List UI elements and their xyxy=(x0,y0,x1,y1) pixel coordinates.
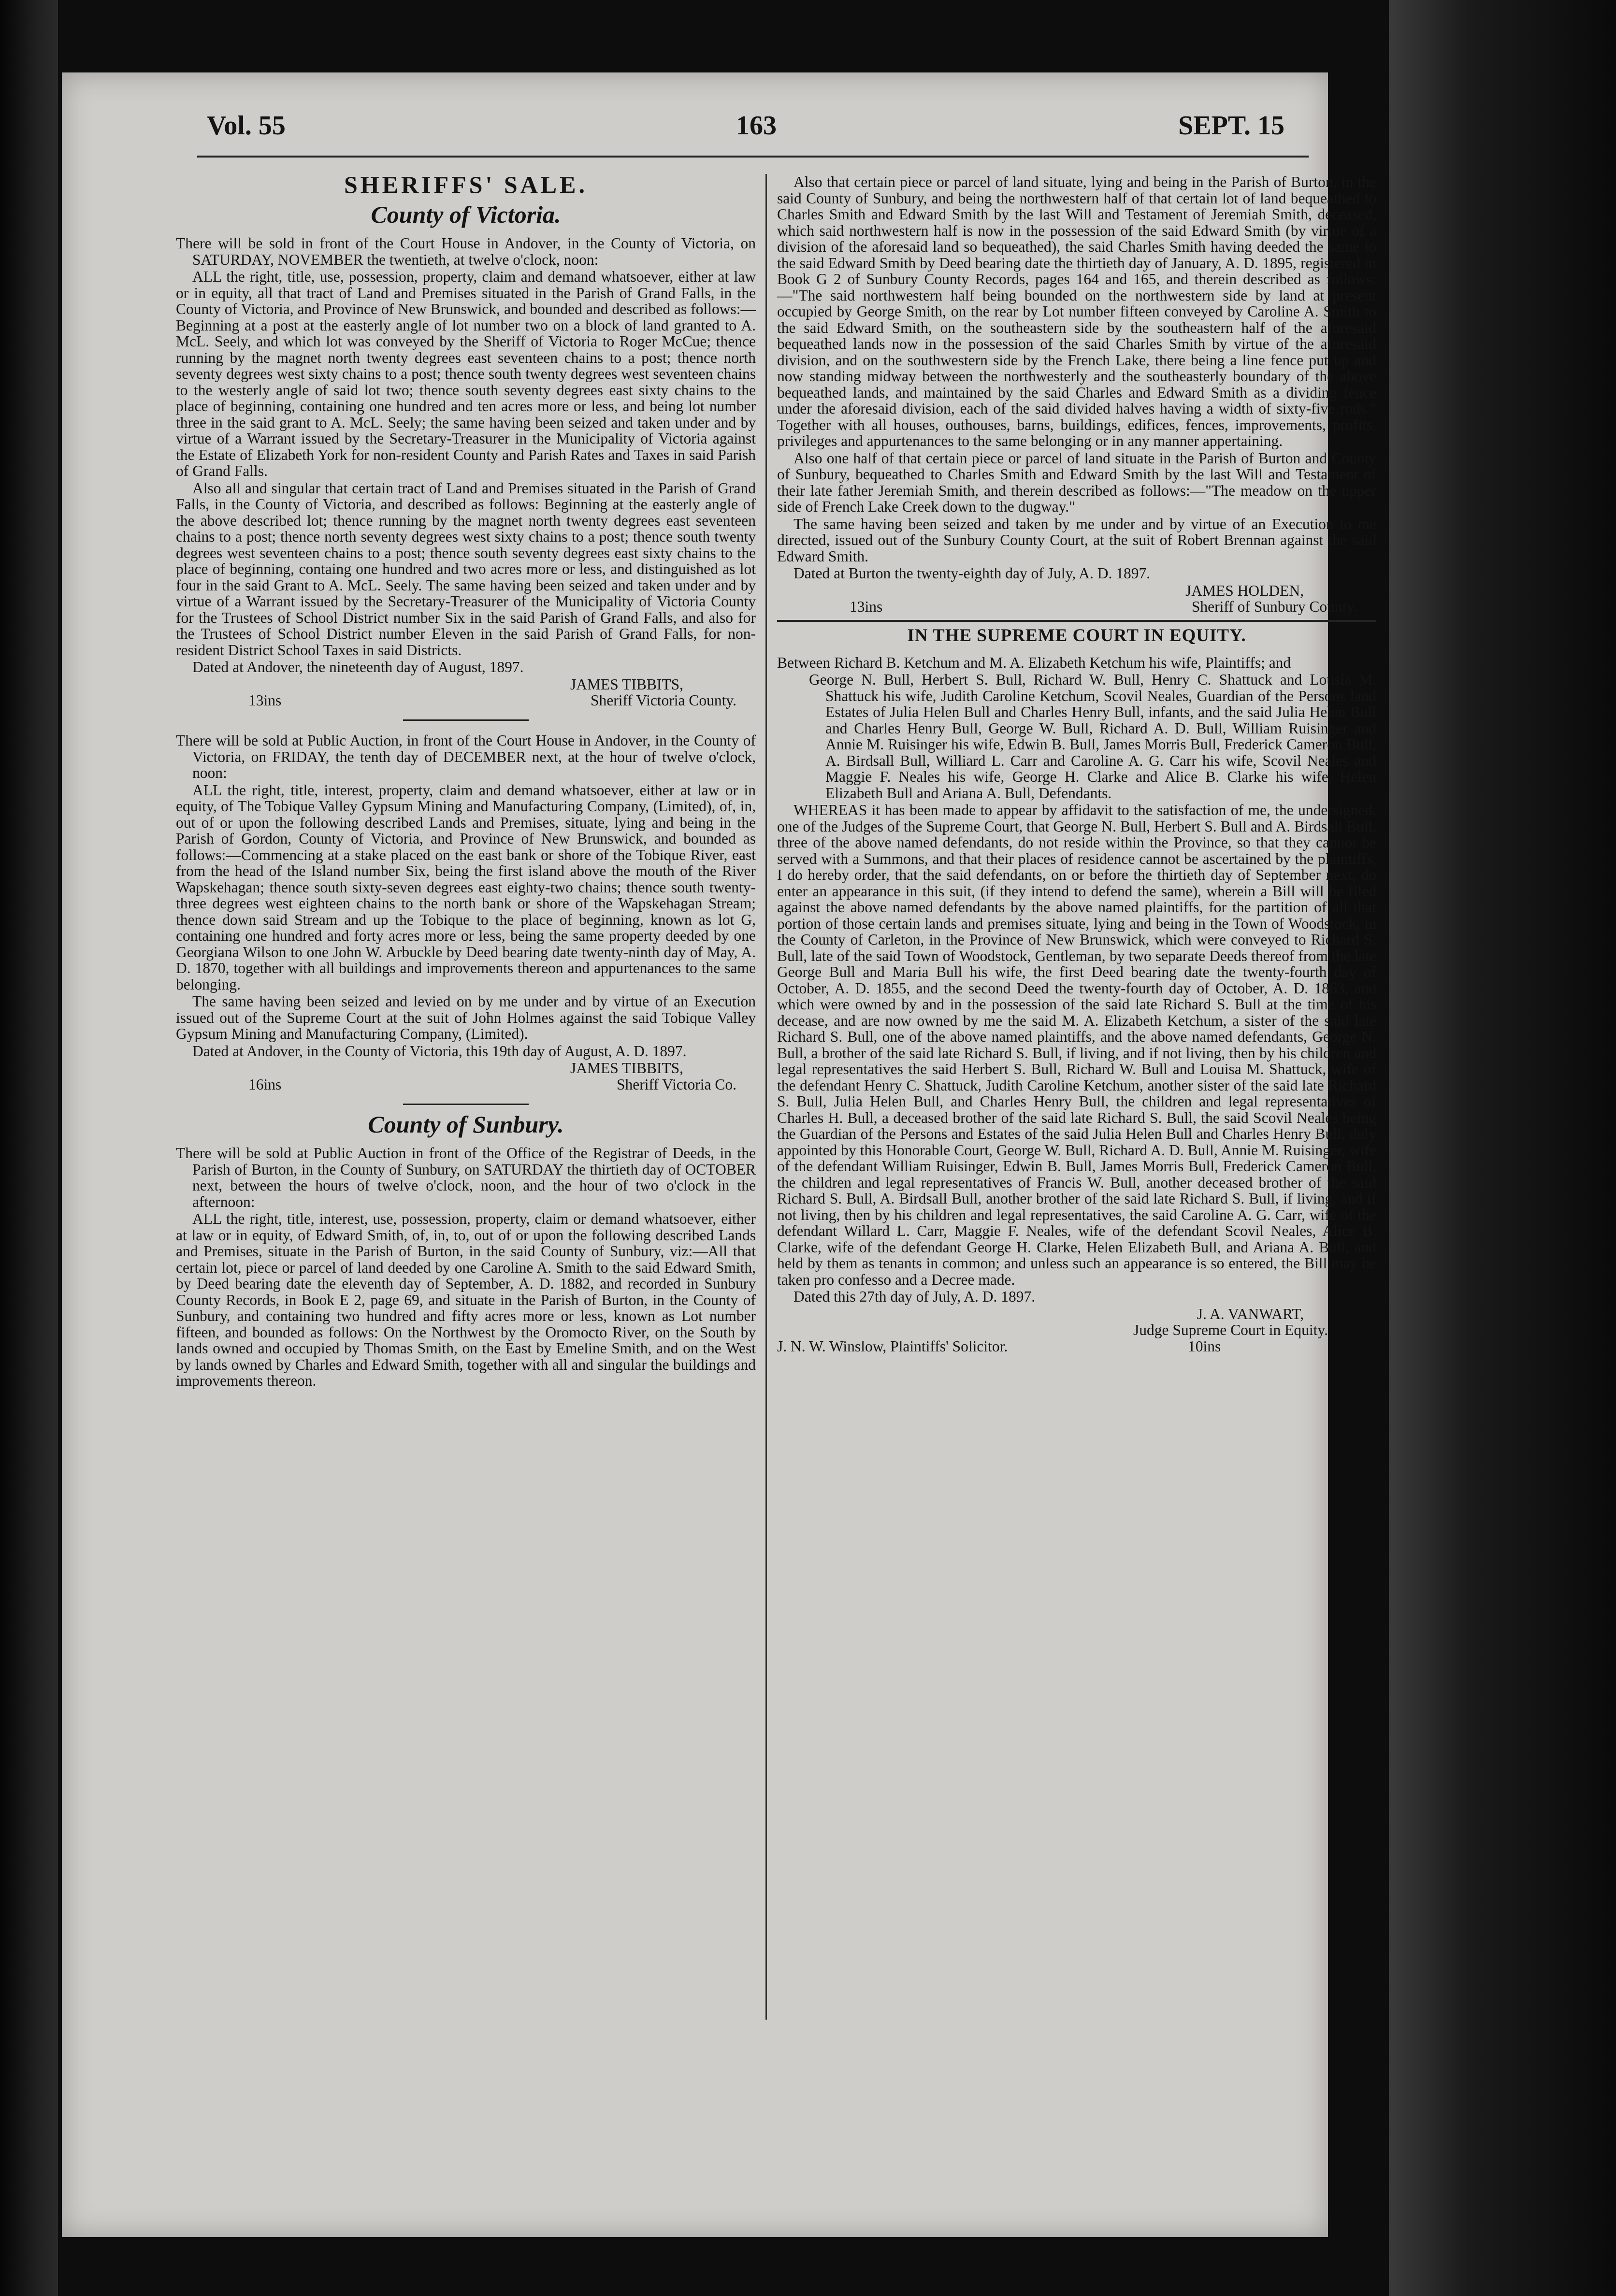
sunbury-notice-body3: Also one half of that certain piece or parcel of land situate in the Parish of Burton and County of Sunbury, bequeathed to Charles Smith and Edward Smith by the last Will and Testament of their late father Jeremiah Smith, and therein described as follows:—"The meadow on the upper side of French Lake Creek down to the dugway." xyxy=(777,449,1376,515)
sunbury-notice-body2: Also that certain piece or parcel of land situate, lying and being in the Parish of Burton, in the said County of Sunbury, and being the northwestern half of that certain lot of land bequeathed to Charles Smith and Edward Smith by the last Will and Testament of Jeremiah Smith, deceased, which said northwestern half is now in the possession of the said Edward Smith (by virtue of a division of the aforesaid land so bequeathed), the said Charles Smith having deeded the same to the said Edward Smith by Deed bearing date the thirtieth day of January, A. D. 1895, registered in Book G 2 of Sunbury County Records, pages 164 and 165, and therein described as follows:—"The said northwestern half being bounded on the northwestern side by land at present occupied by George Smith, on the rear by Lot number fifteen conveyed by Caroline A. Smith to the said Edward Smith, on the southeastern side by the southeastern half of the aforesaid bequeathed lands now in the possession of the said Charles Smith by virtue of the aforesaid division, and on the southwestern side by the French Lake, there being a line fence put up and now standing midway between the northwesterly and the southeasterly boundary of the above bequeathed lands, and maintained by the said Charles and Edward Smith as a dividing fence under the aforesaid division, each of the said divided halves having a width of sixty-five rods." Together with all houses, outhouses, barns, buildings, edifices, fences, improvements, profits, privileges and appurtenances to the same belonging or in any manner appertaining. xyxy=(777,173,1376,449)
equity-whereas: WHEREAS it has been made to appear by affidavit to the satisfaction of me, the undersigned, one of the Judges of the Supreme Court, that George N. Bull, Herbert S. Bull and A. Birdsall Bull, three of the above named defendants, do not reside within the Province, so that they cannot be served with a Summons, and that their places of residence cannot be ascertained by the plaintiffs, I do hereby order, that the said defendants, on or before the thirtieth day of September next, do enter an appearance in this suit, (if they intend to defend the same), wherein a Bill will be filed against the above named defendants by the above named plaintiffs, for the partition of all that portion of those certain lands and premises situate, lying and being in the Town of Woodstock, in the County of Carleton, in the Province of New Brunswick, which were conveyed to Richard S. Bull, late of the said Town of Woodstock, Gentleman, by two separate Deeds thereof from the late George Bull and Maria Bull his wife, the first Deed bearing date the twenty-fourth day of October, A. D. 1855, and the second Deed the twenty-fourth day of October, A. D. 1863, and which were owned by and in the possession of the said late Richard S. Bull at the time of his decease, and are now owned by me the said M. A. Elizabeth Ketchum, a sister of the said late Richard S. Bull, one of the above named plaintiffs, and the above named defendants, George N. Bull, a brother of the said late Richard S. Bull, if living, and if not living, then by his children and legal representatives the said Herbert S. Bull, Richard W. Bull and Louisa M. Shattuck, wife of the defendant Henry C. Shattuck, Judith Caroline Ketchum, another sister of the said late Richard S. Bull, Julia Helen Bull, and Charles Henry Bull, the children and legal representatives of Charles H. Bull, a deceased brother of the said late Richard S. Bull, the said Scovil Neales being the Guardian of the Persons and Estates of the said Julia Helen Bull and Charles Henry Bull, duly appointed by this Honorable Court, George W. Bull, Richard A. D. Bull, Annie M. Ruisinger, wife of the defendant William Ruisinger, Edwin B. Bull, James Morris Bull, Frederick Cameron Bull, the children and legal representatives of Francis W. Bull, another deceased brother of the said Richard S. Bull, A. Birdsall Bull, another brother of the said late Richard S. Bull, if living, and if not living, then by his children and legal representatives, the said Caroline A. G. Carr, wife of the defendant Willard L. Carr, Maggie F. Neales, wife of the defendant Scovil Neales, Alice B. Clarke, wife of the defendant George H. Clarke, Helen Elizabeth Bull, and Ariana A. Bull, and held by them as tenants in common; and unless such an appearance is so entered, the Bill may be taken pro confesso and a Decree made. xyxy=(777,802,1376,1288)
county-victoria-heading: County of Victoria. xyxy=(371,201,561,228)
victoria-notice2-signature: JAMES TIBBITS, xyxy=(570,1060,683,1076)
insertion-count: 16ins xyxy=(248,1076,282,1093)
victoria-notice2-dated: Dated at Andover, in the County of Victoria, this 19th day of August, A. D. 1897. xyxy=(192,1042,687,1060)
sunbury-notice-dated: Dated at Burton the twenty-eighth day of July, A. D. 1897. xyxy=(794,565,1151,582)
sunbury-notice-intro: There will be sold at Public Auction in front of the Office of the Registrar of Deeds, in the Parish of Burton, in the County of Sunbury, on SATURDAY the thirtieth day of OCTOBER next, between the hours of twelve o'clock, noon, and the hour of two o'clock in the afternoon: xyxy=(176,1145,756,1210)
issue-date: SEPT. 15 xyxy=(1178,111,1284,141)
sunbury-notice-body4: The same having been seized and taken by me under and by virtue of an Execution to me directed, issued out of the Sunbury County Court, at the suit of Robert Brennan against the said Edward Smith. xyxy=(777,515,1376,565)
county-sunbury-heading: County of Sunbury. xyxy=(368,1110,564,1138)
victoria-notice1-signature: JAMES TIBBITS, xyxy=(570,675,683,693)
insertion-count: 13ins xyxy=(850,598,883,615)
notice-separator xyxy=(403,719,529,721)
equity-judge-signature: J. A. VANWART, xyxy=(1197,1305,1304,1322)
newspaper-page xyxy=(62,72,1376,2237)
sheriff-title: Sheriff of Sunbury County. xyxy=(1191,598,1357,615)
equity-dated: Dated this 27th day of July, A. D. 1897. xyxy=(794,1288,1036,1305)
equity-plaintiffs: Between Richard B. Ketchum and M. A. Elizabeth Ketchum his wife, Plaintiffs; and xyxy=(777,654,1291,671)
victoria-notice1-intro: There will be sold in front of the Court House in Andover, in the County of Victoria, on SATURDAY, NOVEMBER the twentieth, at twelve o'clock, noon: xyxy=(176,235,756,268)
victoria-notice1-signature-line xyxy=(176,692,756,709)
plaintiffs-solicitor: J. N. W. Winslow, Plaintiffs' Solicitor. xyxy=(777,1337,1008,1355)
victoria-notice1-body1: ALL the right, title, use, possession, property, claim and demand whatsoever, either at law or in equity, all that tract of Land and Premises situated in the Parish of Grand Falls, in the County of Victoria, and Province of New Brunswick, and bounded and described as follows:—Beginning at a post at the easterly angle of lot number two on a block of land granted to A. McL. Seely, and which lot was conveyed by the Sheriff of Victoria to Roger McCue; thence running by the magnet north twenty degrees east seventeen chains to a post; thence north seventy degrees west sixty chains to a post; thence south twenty degrees west seventeen chains to the westerly angle of said lot two; thence south seventy degrees east sixty chains to the place of beginning, containing one hundred and ten acres more or less, and being lot number three in the said grant to A. McL. Seely; the same having been seized and taken under and by virtue of a Warrant issued by the Secretary-Treasurer in the Municipality of Victoria against the Estate of Elizabeth York for non-resident County and Parish Rates and Taxes in said Parish of Grand Falls. xyxy=(176,268,756,479)
insertion-count: 13ins xyxy=(248,692,282,709)
right-column xyxy=(777,174,1376,1355)
equity-solicitor-line xyxy=(777,1338,1376,1355)
victoria-notice2-body1: ALL the right, title, interest, property, claim and demand whatsoever, either at law or in equity, of The Tobique Valley Gypsum Mining and Manufacturing Company, (Limited), of, in, out of or upon the following described Lands and Premises, situate, lying and being in the Parish of Gordon, County of Victoria, and Province of New Brunswick, and bounded as follows:—Commencing at a stake placed on the east bank or shore of the Tobique River, east from the head of the Island number Six, being the first island above the mouth of the River Wapskehagan; thence south sixty-seven degrees east eighty-two chains; thence south twenty-three degrees west eighteen chains to the north bank or shore of the Wapskehagan Stream; thence down said Stream and up the Tobique to the place of beginning, known as lot G, containing one hundred and forty acres more or less, being the same property deeded by one Georgiana Wilson to one John W. Arbuckle by Deed bearing date twenty-ninth day of May, A. D. 1870, together with all buildings and improvements thereon and appurtenances to the same belonging. xyxy=(176,781,756,993)
notice-separator xyxy=(403,1104,529,1105)
header-rule xyxy=(197,156,1309,158)
sheriffs-sale-title: SHERIFFS' SALE. xyxy=(344,171,588,198)
sunbury-notice-signature-line xyxy=(777,599,1376,615)
insertion-count: 10ins xyxy=(1188,1337,1221,1355)
victoria-notice2-signature-line xyxy=(176,1076,756,1093)
sheriff-title: Sheriff Victoria Co. xyxy=(616,1076,736,1093)
equity-judge-title: Judge Supreme Court in Equity. xyxy=(1133,1321,1328,1338)
page-header xyxy=(207,110,1313,149)
left-column xyxy=(176,171,756,1390)
equity-defendants: George N. Bull, Herbert S. Bull, Richard W. Bull, Henry C. Shattuck and Lousia M. Shattuck his wife, Judith Caroline Ketchum, Scovil Neales, Guardian of the Persons land Estates of Julia Helen Bull and Charles Henry Bull, infants, and the said Julia Helen Bull and Charles Henry Bull, George W. Bull, Richard A. D. Bull, William Ruisinger and Annie M. Ruisinger his wife, Edwin B. Bull, James Morris Bull, Frederick Cameron Bull, A. Birdsall Bull, Williard L. Carr and Caroline A. G. Carr his wife, Scovil Neales and Maggie F. Neales his wife, George H. Clarke and Alice B. Clarke his wife, Helen Elizabeth Bull and Ariana A. Bull, Defendants. xyxy=(809,671,1376,802)
sheriff-title: Sheriff Victoria County. xyxy=(591,692,736,709)
sunbury-notice-signature: JAMES HOLDEN, xyxy=(1185,582,1304,599)
victoria-notice1-dated: Dated at Andover, the nineteenth day of August, 1897. xyxy=(192,659,524,675)
victoria-notice1-body2: Also all and singular that certain tract of Land and Premises situated in the Parish of Grand Falls, in the County of Victoria, and described as follows: Beginning at the easterly angle of the above described lot; thence running by the magnet north twenty degrees east seventeen chains to a post; thence north seventy degrees west sixty chains to a post; thence south twenty degrees west seventeen chains to a post; thence south seventy degrees east sixty chains to the place of beginning, containg one hundred and two acres more or less, and distinguished as lot four in the said Grant to A. McL. Seely. The same having been seized and taken under and by virtue of a Warrant issued by the Secretary-Treasurer of the Municipality of Victoria County for the Trustees of School District number Six in the said Parish of Grand Falls, and also for the Trustees of School District number Eleven in the said Parish of Grand Falls, for non-resident District School Taxes in said Districts. xyxy=(176,479,756,659)
victoria-notice2-intro: There will be sold at Public Auction, in front of the Court House in Andover, in the County of Victoria, on FRIDAY, the tenth day of DECEMBER next, at the hour of twelve o'clock, noon: xyxy=(176,732,756,781)
sunbury-notice-body1: ALL the right, title, interest, use, possession, property, claim or demand whatsoever, either at law or in equity, of Edward Smith, of, in, to, out of or upon the following described Lands and Premises, situate in the Parish of Burton, in the said County of Sunbury, viz:—All that certain lot, piece or parcel of land deeded by one Caroline A. Smith to the said Edward Smith, by Deed bearing date the eleventh day of September, A. D. 1882, and recorded in Sunbury County Records, in Book E 2, page 69, and situate in the Parish of Burton, in the County of Sunbury, and containing two hundred and fifty acres more or less, known as Lot number fifteen, and bounded as follows: On the Northwest by the Oromocto River, on the South by lands owned and occupied by Thomas Smith, on the East by Emeline Smith, and on the West by lands owned by Charles and Edward Smith, together with all and singular the buildings and improvements thereon. xyxy=(176,1210,756,1389)
column-divider xyxy=(765,174,767,2020)
victoria-notice2-body2: The same having been seized and levied on by me under and by virtue of an Execution issued out of the Supreme Court at the suit of John Holmes against the said Tobique Valley Gypsum Mining and Manufacturing Company, (Limited). xyxy=(176,993,756,1042)
page-number: 163 xyxy=(736,111,777,141)
supreme-court-heading: IN THE SUPREME COURT IN EQUITY. xyxy=(907,626,1246,646)
scan-edge-left xyxy=(0,0,58,2296)
scan-edge-right xyxy=(1389,0,1616,2296)
volume-label: Vol. 55 xyxy=(207,111,286,141)
section-separator xyxy=(777,620,1376,622)
